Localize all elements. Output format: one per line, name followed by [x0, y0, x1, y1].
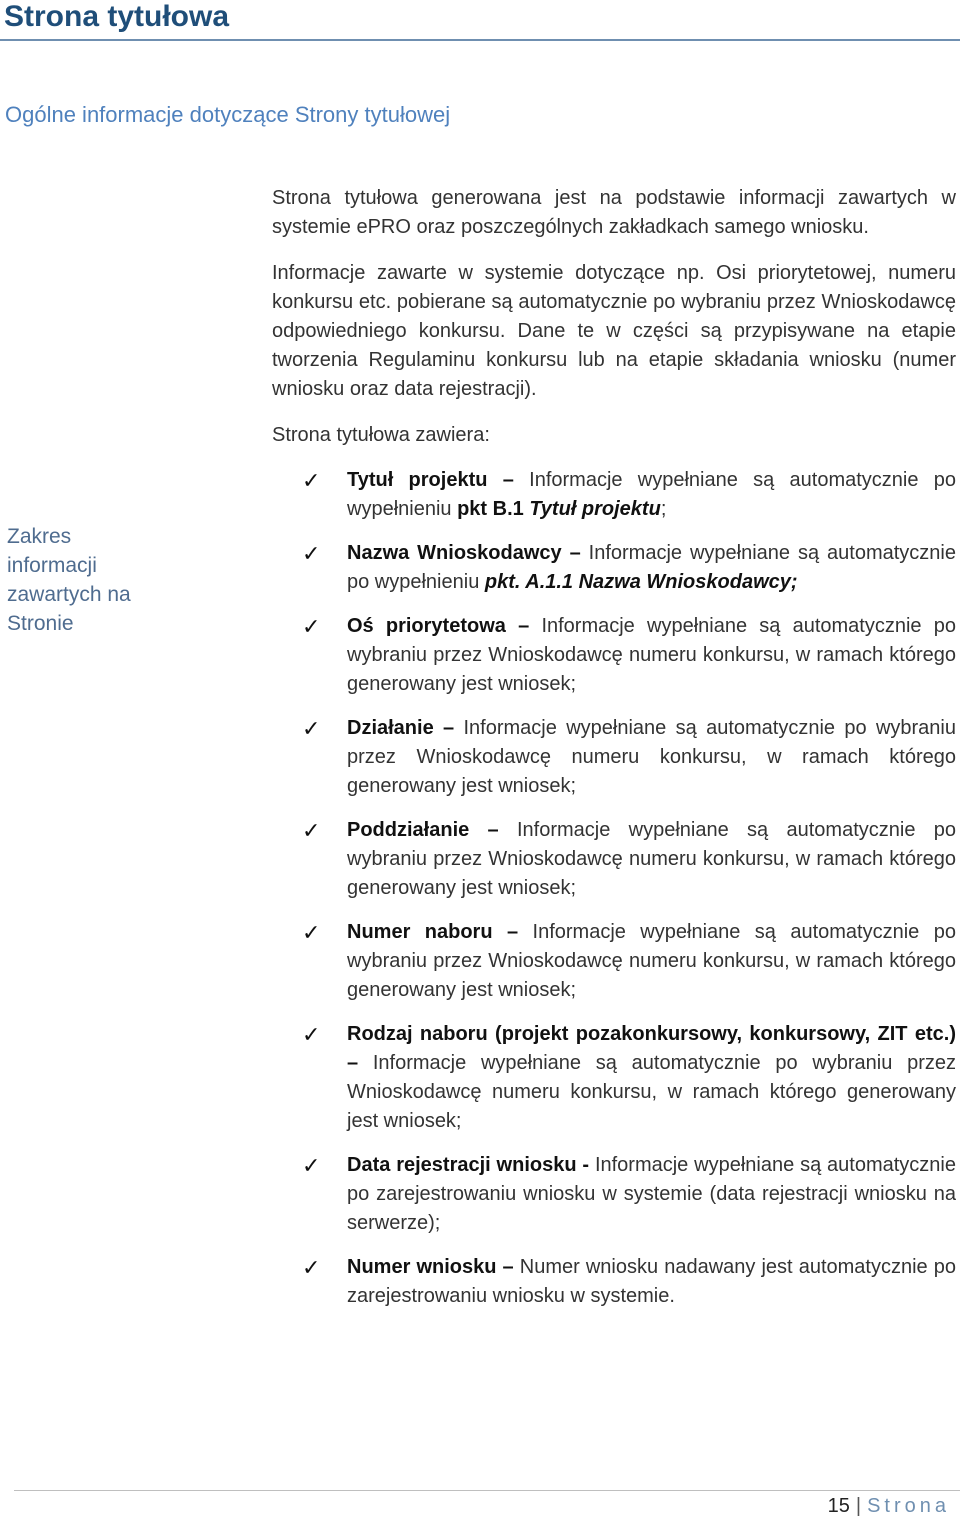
- main-content: [272, 184, 956, 1326]
- item-text: Numer wniosku nadawany jest automatycznie po zarejestrowaniu wniosku w systemie.: [347, 1256, 956, 1307]
- item-text: Informacje wypełniane są automatycznie po wybraniu przez Wnioskodawcę numeru konkursu, w ramach którego generowany jest wniosek;: [347, 819, 956, 899]
- item-dash: –: [347, 1052, 373, 1074]
- item-dash: –: [487, 469, 530, 491]
- info-list: [272, 466, 956, 1311]
- footer-label: Strona: [867, 1495, 950, 1517]
- list-item: [272, 714, 956, 801]
- section-subtitle: Ogólne informacje dotyczące Strony tytułowej: [5, 102, 451, 127]
- page-title: Strona tytułowa: [4, 0, 230, 33]
- list-item: [272, 918, 956, 1005]
- item-text: Informacje wypełniane są automatycznie po zarejestrowaniu wniosku w systemie (data rejestracji wniosku na serwerze);: [347, 1154, 957, 1234]
- item-term: Data rejestracji wniosku: [347, 1154, 577, 1176]
- list-item: [272, 612, 956, 699]
- title-divider: [0, 39, 960, 41]
- list-item: [272, 466, 956, 524]
- item-term: Poddziałanie: [347, 819, 470, 841]
- item-dash: –: [561, 542, 589, 564]
- item-term: Numer wniosku: [347, 1256, 497, 1278]
- paragraph-2: Informacje zawarte w systemie dotyczące np. Osi priorytetowej, numeru konkursu etc. pobierane są automatycznie po wybraniu przez Wnioskodawcę odpowiedniego konkursu. Dane te w części są przypisywane na etapie tworzenia Regulaminu konkursu lub na etapie składania wniosku (numer wniosku oraz data rejestracji).: [272, 262, 956, 400]
- item-term: Rodzaj naboru (projekt pozakonkursowy, konkursowy, ZIT etc.): [347, 1023, 956, 1045]
- item-text: Informacje wypełniane są automatycznie po wypełnieniu: [347, 469, 956, 520]
- item-text: Informacje wypełniane są automatycznie po wybraniu przez Wnioskodawcę numeru konkursu, w ramach którego generowany jest wniosek;: [347, 1052, 957, 1132]
- item-term: Oś priorytetowa: [347, 615, 506, 637]
- item-tail: ;: [660, 498, 667, 520]
- list-item: [272, 539, 956, 597]
- checkmark-icon: ✓: [302, 818, 321, 843]
- side-label: Zakres informacji zawartych na Stronie: [7, 525, 131, 635]
- footer-separator: |: [855, 1495, 862, 1517]
- list-intro: Strona tytułowa zawiera:: [272, 424, 490, 446]
- item-term: Nazwa Wnioskodawcy: [347, 542, 562, 564]
- page-footer: [828, 1495, 950, 1518]
- item-dash: –: [496, 1256, 520, 1278]
- footer-divider: [14, 1490, 960, 1491]
- list-item: [272, 1151, 956, 1238]
- page-number: 15: [827, 1495, 850, 1517]
- item-dash: -: [576, 1154, 595, 1176]
- item-dash: –: [492, 921, 533, 943]
- list-item: [272, 1253, 956, 1311]
- item-text: Informacje wypełniane są automatycznie po wybraniu przez Wnioskodawcę numeru konkursu, w ramach którego generowany jest wniosek;: [347, 615, 956, 695]
- checkmark-icon: ✓: [302, 716, 321, 741]
- checkmark-icon: ✓: [302, 1255, 321, 1280]
- list-item: [272, 816, 956, 903]
- checkmark-icon: ✓: [302, 468, 321, 493]
- paragraph-1: Strona tytułowa generowana jest na podstawie informacji zawartych w systemie ePRO oraz poszczególnych zakładkach samego wniosku.: [272, 187, 956, 238]
- item-dash: –: [433, 717, 464, 739]
- item-text: Informacje wypełniane są automatycznie po wypełnieniu: [347, 542, 956, 593]
- list-item: [272, 1020, 956, 1136]
- item-ref-title: Tytuł projektu: [523, 498, 661, 520]
- item-ref: pkt. A.1.1 Nazwa Wnioskodawcy;: [484, 571, 798, 593]
- item-dash: –: [469, 819, 517, 841]
- item-term: Numer naboru: [347, 921, 493, 943]
- checkmark-icon: ✓: [302, 614, 321, 639]
- checkmark-icon: ✓: [302, 1153, 321, 1178]
- checkmark-icon: ✓: [302, 541, 321, 566]
- item-term: Tytuł projektu: [347, 469, 488, 491]
- item-ref: pkt B.1: [457, 498, 524, 520]
- checkmark-icon: ✓: [302, 920, 321, 945]
- checkmark-icon: ✓: [302, 1022, 321, 1047]
- item-text: Informacje wypełniane są automatycznie po wybraniu przez Wnioskodawcę numeru konkursu, w ramach którego generowany jest wniosek;: [347, 921, 956, 1001]
- item-dash: –: [505, 615, 542, 637]
- item-text: Informacje wypełniane są automatycznie po wybraniu przez Wnioskodawcę numeru konkursu, w ramach którego generowany jest wniosek;: [347, 717, 956, 797]
- item-term: Działanie: [347, 717, 434, 739]
